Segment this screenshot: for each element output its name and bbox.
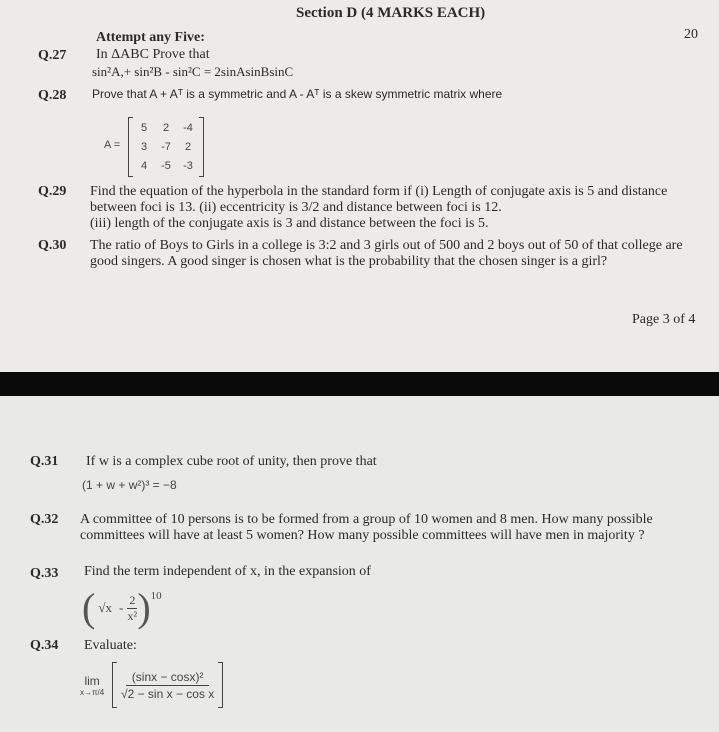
matrix-cell: 5 [140, 122, 148, 134]
section-marks: 20 [684, 27, 698, 42]
lim-text: lim [84, 674, 100, 688]
limit-denominator: √2 − sin x − cos x [121, 686, 215, 701]
q34-text: Evaluate: [84, 638, 137, 653]
lim-subscript: x→π/4 [80, 688, 105, 697]
page-number: Page 3 of 4 [632, 312, 696, 327]
matrix-cell: -5 [161, 160, 171, 172]
q31-text: If w is a complex cube root of unity, then prove that [86, 454, 377, 469]
question-number-30: Q.30 [38, 238, 67, 253]
q27-text: In ΔABC Prove that [96, 47, 210, 62]
q29-text: Find the equation of the hyperbola in the standard form if (i) Length of conjugate axis is 5 and distance between foci is 13. (ii) eccentricity is 3/2 and distance between foci is 12. [90, 184, 668, 215]
q33-text: Find the term independent of x, in the expansion of [84, 564, 371, 579]
matrix-cell: -7 [161, 141, 171, 153]
expr-denominator: x² [127, 608, 138, 623]
question-number-29: Q.29 [38, 184, 67, 199]
q29-part-iii: (iii) length of the conjugate axis is 3 and distance between the foci is 5. [90, 216, 489, 231]
q28-text: Prove that A + Aᵀ is a symmetric and A - Aᵀ is a skew symmetric matrix where [92, 87, 503, 101]
question-number-32: Q.32 [30, 512, 59, 527]
matrix-cell: -4 [183, 122, 193, 134]
matrix-cell: 4 [140, 160, 148, 172]
right-bracket [218, 662, 223, 708]
question-number-31: Q.31 [30, 454, 59, 469]
expr-root: √x [98, 600, 112, 615]
matrix-cell: 2 [184, 141, 192, 153]
expr-minus: - [118, 600, 124, 615]
limit-fraction [117, 670, 218, 701]
limit-numerator: (sinx − cosx)² [126, 670, 210, 686]
matrix-a [128, 117, 204, 177]
matrix-cell: -3 [183, 160, 193, 172]
q32-text: A committee of 10 persons is to be formed from a group of 10 women and 8 men. How many possible committees will have at least 5 women? How many possible committees will have men in majority ? [80, 512, 653, 543]
q31-equation: (1 + w + w²)³ = −8 [82, 478, 177, 492]
expr-power: 10 [150, 590, 162, 602]
matrix-cell: 2 [162, 122, 170, 134]
question-number-28: Q.28 [38, 88, 67, 103]
matrix-label: A = [104, 139, 121, 151]
matrix-right-bracket [199, 117, 204, 177]
limit-operator [80, 674, 104, 697]
expr-fraction [127, 593, 137, 624]
expr-numerator: 2 [129, 592, 136, 607]
limit-expression [112, 662, 223, 708]
close-paren: ) [137, 585, 151, 630]
section-title: Section D (4 MARKS EACH) [296, 5, 486, 21]
q33-expression [82, 585, 162, 630]
exam-page-4 [0, 396, 719, 732]
open-paren: ( [82, 585, 96, 630]
question-number-27: Q.27 [38, 48, 67, 63]
question-number-34: Q.34 [30, 638, 59, 653]
question-number-33: Q.33 [30, 566, 59, 581]
instruction: Attempt any Five: [96, 30, 205, 45]
matrix-cell: 3 [140, 141, 148, 153]
q27-identity: sin²A,+ sin²B - sin²C = 2sinAsinBsinC [92, 64, 294, 79]
q30-text: The ratio of Boys to Girls in a college is 3:2 and 3 girls out of 500 and 2 boys out of 50 of that college are good singers. A good singer is chosen what is the probability that the chosen singer is a girl? [90, 238, 683, 269]
